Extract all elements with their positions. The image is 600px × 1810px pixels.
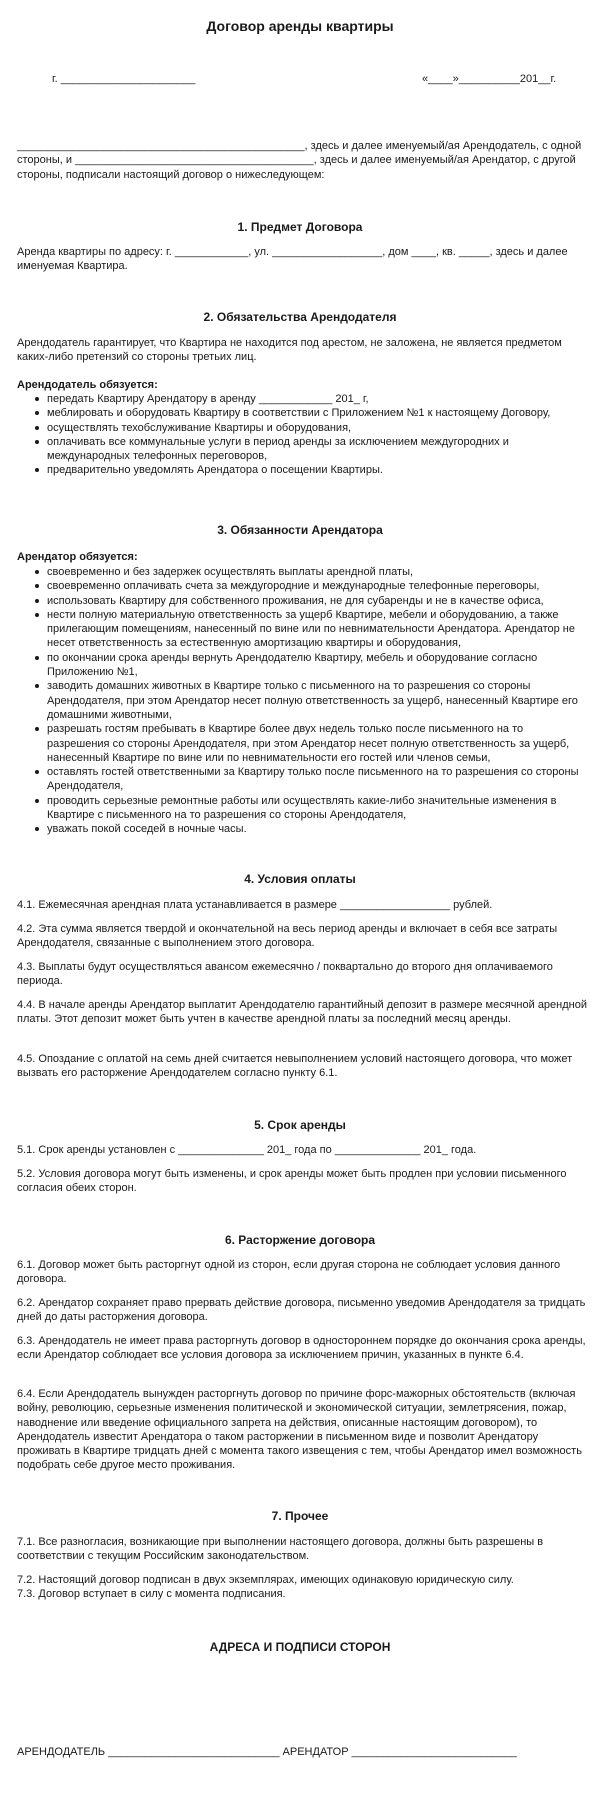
section-3-heading: 3. Обязанности Арендатора	[217, 523, 383, 537]
tenant-duties-list	[17, 565, 585, 837]
clause-6-3: 6.3. Арендодатель не имеет права расторгнуть договор в одностороннем порядке до окончания срока аренды, если Арендатор соблюдает все условия договора за исключением причин, указанных в пункте 6.4.	[17, 1335, 586, 1362]
section-3-subheading: Арендатор обязуется:	[17, 551, 138, 563]
list-item: передать Квартиру Арендатору в аренду ____________ 201_ г,	[47, 392, 585, 406]
section-1-text: Аренда квартиры по адресу: г. ____________, ул. __________________, дом ____, кв. _____, здесь и далее именуемая Квартира.	[17, 246, 568, 273]
list-item: по окончании срока аренды вернуть Арендодателю Квартиру, мебель и оборудование согласно Приложению №1,	[47, 651, 585, 680]
list-item: заводить домашних животных в Квартире только с письменного на то разрешения со стороны Арендодателя, при этом Арендатор несет полную ответственность за ущерб, нанесенный Квартире его домашними животными,	[47, 679, 585, 722]
section-2-subheading: Арендодатель обязуется:	[17, 379, 158, 391]
clause-4-1: 4.1. Ежемесячная арендная плата устанавливается в размере __________________ рублей.	[17, 899, 493, 911]
list-item: оплачивать все коммунальные услуги в период аренды за исключением междугородних и международных телефонных переговоров,	[47, 435, 585, 464]
list-item: использовать Квартиру для собственного проживания, не для субаренды и не в качестве офиса,	[47, 594, 585, 608]
document-title: Договор аренды квартиры	[206, 18, 394, 34]
clause-4-5: 4.5. Опоздание с оплатой на семь дней считается невыполнением условий настоящего договора, что может вызвать его расторжение Арендодателем согласно пункту 6.1.	[17, 1053, 573, 1080]
parties-intro: _______________________________________________, здесь и далее именуемый/ая Арендодатель, с одной стороны, и _______________________________________, здесь и далее именуемый/ая Арендатор, с другой стороны, подписали настоящий договор о нижеследующем:	[17, 140, 582, 181]
list-item: предварительно уведомлять Арендатора о посещении Квартиры.	[47, 463, 585, 477]
clause-6-4: 6.4. Если Арендодатель вынужден расторгнуть договор по причине форс-мажорных обстоятельств (включая войну, революцию, серьезные изменения политической и экономической ситуации, землетрясения, пожар, наводнение или введение официального запрета на действия, описанные настоящим договором), то Арендодатель известит Арендатора о таком расторжении в письменном виде и позволит Арендатору проживать в Квартире тридцать дней с момента такого извещения с тем, чтобы Арендатор имел возможность подобрать себе другое место проживания.	[17, 1388, 582, 1472]
clause-5-1: 5.1. Срок аренды установлен с ______________ 201_ года по ______________ 201_ года.	[17, 1144, 477, 1156]
signatures-heading: АДРЕСА И ПОДПИСИ СТОРОН	[209, 1640, 391, 1654]
section-1-heading: 1. Предмет Договора	[237, 220, 363, 234]
section-6-heading: 6. Расторжение договора	[224, 1233, 376, 1247]
city-field: г. ______________________	[52, 73, 196, 85]
section-2-heading: 2. Обязательства Арендодателя	[203, 310, 397, 324]
landlord-duties-list	[17, 392, 585, 478]
section-7-heading: 7. Прочее	[271, 1509, 329, 1523]
clause-5-2: 5.2. Условия договора могут быть изменены, и срок аренды может быть продлен при условии письменного согласия обеих сторон.	[17, 1168, 567, 1195]
clause-7-2: 7.2. Настоящий договор подписан в двух экземплярах, имеющих одинаковую юридическую силу.	[17, 1574, 514, 1586]
list-item: нести полную материальную ответственность за ущерб Квартире, мебели и оборудованию, а также прилегающим помещениям, нанесенный по вине или по невнимательности Арендатора. Арендатор не несет ответственность за естественную амортизацию квартиры и оборудования,	[47, 608, 585, 651]
list-item: своевременно оплачивать счета за междугородние и международные телефонные переговоры,	[47, 579, 585, 593]
landlord-signature-line: АРЕНДОДАТЕЛЬ ____________________________ АРЕНДАТОР ___________________________	[17, 1746, 517, 1758]
clause-4-2: 4.2. Эта сумма является твердой и окончательной на весь период аренды и включает в себя все затраты Арендодателя, связанные с выполнением этого договора.	[17, 923, 558, 950]
list-item: осуществлять техобслуживание Квартиры и оборудования,	[47, 421, 585, 435]
section-4-heading: 4. Условия оплаты	[244, 872, 356, 886]
list-item: оставлять гостей ответственными за Квартиру только после письменного на то разрешения со стороны Арендодателя,	[47, 765, 585, 794]
list-item: меблировать и оборудовать Квартиру в соответствии с Приложением №1 к настоящему Договору,	[47, 406, 585, 420]
list-item: уважать покой соседей в ночные часы.	[47, 822, 585, 836]
section-5-heading: 5. Срок аренды	[254, 1118, 346, 1132]
clause-7-3: 7.3. Договор вступает в силу с момента подписания.	[17, 1588, 286, 1600]
section-2-text: Арендодатель гарантирует, что Квартира не находится под арестом, не заложена, не является предметом каких-либо претензий со стороны третьих лиц.	[17, 337, 562, 364]
date-field: «____»__________201__г.	[422, 73, 557, 85]
clause-4-3: 4.3. Выплаты будут осуществляться авансом ежемесячно / поквартально до второго дня оплачиваемого периода.	[17, 961, 553, 988]
clause-6-1: 6.1. Договор может быть расторгнут одной из сторон, если другая сторона не соблюдает условия данного договора.	[17, 1259, 561, 1286]
clause-4-4: 4.4. В начале аренды Арендатор выплатит Арендодателю гарантийный депозит в размере месячной арендной платы. Этот депозит может быть учтен в качестве арендной платы за последний месяц аренды.	[17, 999, 587, 1026]
clause-6-2: 6.2. Арендатор сохраняет право прервать действие договора, письменно уведомив Арендодателя за тридцать дней до даты расторжения договора.	[17, 1297, 586, 1324]
list-item: разрешать гостям пребывать в Квартире более двух недель только после письменного на то разрешения со стороны Арендодателя, при этом Арендатор несет полную ответственность за ущерб, нанесенный Квартире по вине или по невнимательности его гостей или членов семьи,	[47, 722, 585, 765]
list-item: проводить серьезные ремонтные работы или осуществлять какие-либо значительные изменения в Квартире с письменного на то разрешения со стороны Арендодателя,	[47, 794, 585, 823]
list-item: своевременно и без задержек осуществлять выплаты арендной платы,	[47, 565, 585, 579]
clause-7-1: 7.1. Все разногласия, возникающие при выполнении настоящего договора, должны быть разрешены в соответствии с текущим Российским законодательством.	[17, 1536, 544, 1563]
